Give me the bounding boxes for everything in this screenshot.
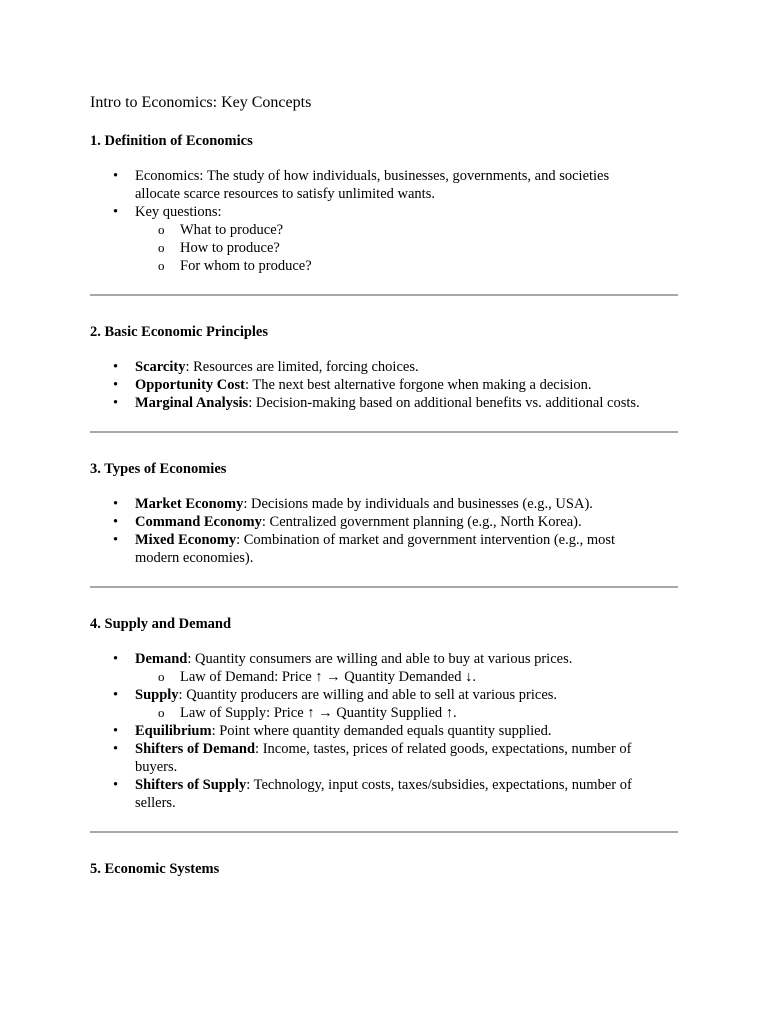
term: Supply [135,687,179,703]
term: Market Economy [135,496,244,512]
section-economic-systems [90,859,678,879]
sub-list [135,221,655,275]
term: Equilibrium [135,723,212,739]
section-divider [90,586,678,588]
list-item: • Shifters of Demand: Income, tastes, prices of related goods, expectations, number of buyers. [135,740,655,776]
list-item: • Marginal Analysis: Decision-making based on additional benefits vs. additional costs. [135,394,655,412]
term: Shifters of Demand [135,741,256,757]
bullet-list [90,358,678,412]
sub-list-item: o Law of Demand: Price ↑ → Quantity Demanded ↓. [180,668,655,686]
term: Scarcity [135,359,186,375]
sub-list-item: o Law of Supply: Price ↑ → Quantity Supplied ↑. [180,704,655,722]
bullet-list [90,650,678,812]
sub-list [135,668,655,686]
section-divider [90,431,678,433]
list-item: • Supply: Quantity producers are willing and able to sell at various prices. o Law of Supply: Price ↑ → Quantity Supplied ↑. [135,686,655,722]
list-item: • Command Economy: Centralized government planning (e.g., North Korea). [135,513,655,531]
sub-list [135,704,655,722]
section-heading: 2. Basic Economic Principles [90,324,269,340]
section-divider [90,831,678,833]
list-item: • Market Economy: Decisions made by individuals and businesses (e.g., USA). [135,495,655,513]
term: Demand [135,651,188,667]
sub-list-item: o How to produce? [180,239,655,257]
document-title: Intro to Economics: Key Concepts [90,94,312,111]
section-heading: 4. Supply and Demand [90,616,232,632]
term: Command Economy [135,514,262,530]
section-types-of-economies [90,459,678,567]
sub-list-item: o For whom to produce? [180,257,655,275]
list-item: • Mixed Economy: Combination of market and government intervention (e.g., most modern economies). [135,531,655,567]
sub-list-item: o What to produce? [180,221,655,239]
section-heading: 5. Economic Systems [90,861,220,877]
list-item: • Key questions: o What to produce? o How to produce? o For whom to produce? [135,203,655,275]
section-heading: 1. Definition of Economics [90,133,253,149]
list-item: • Opportunity Cost: The next best alternative forgone when making a decision. [135,376,655,394]
term: Opportunity Cost [135,377,245,393]
list-item: • Demand: Quantity consumers are willing and able to buy at various prices. o Law of Demand: Price ↑ → Quantity Demanded ↓. [135,650,655,686]
term: Mixed Economy [135,532,237,548]
list-item: • Equilibrium: Point where quantity demanded equals quantity supplied. [135,722,655,740]
term: Shifters of Supply [135,777,247,793]
section-divider [90,294,678,296]
bullet-list [90,167,678,275]
list-item: • Economics: The study of how individuals, businesses, governments, and societies allocate scarce resources to satisfy unlimited wants. [135,167,655,203]
section-basic-economic-principles [90,322,678,412]
section-definition-of-economics [90,131,678,275]
section-supply-and-demand [90,614,678,812]
section-heading: 3. Types of Economies [90,461,227,477]
term: Marginal Analysis [135,395,249,411]
bullet-list [90,495,678,567]
list-item: • Shifters of Supply: Technology, input costs, taxes/subsidies, expectations, number of sellers. [135,776,655,812]
list-item: • Scarcity: Resources are limited, forcing choices. [135,358,655,376]
